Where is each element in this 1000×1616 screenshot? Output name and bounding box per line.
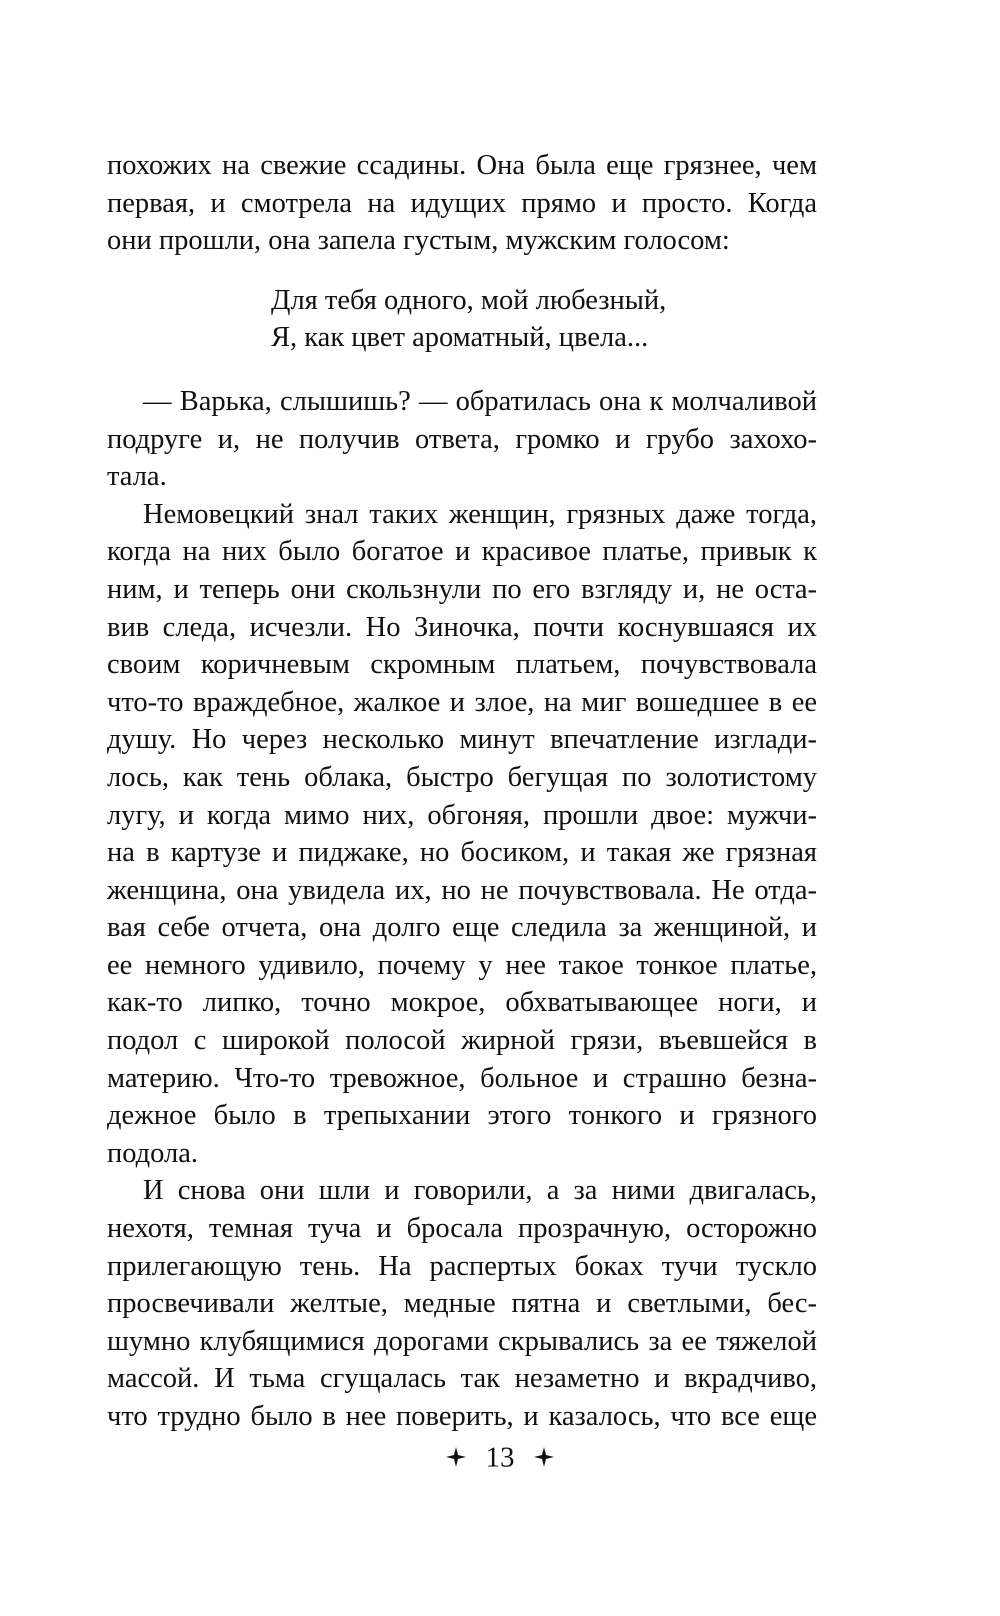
text-line: тала. (107, 461, 167, 493)
text-line: женщина, она увидела их, но не почувствовала. Не отда- (107, 874, 817, 906)
body-text (107, 147, 817, 1436)
text-line: шумно клубящимися дорогами скрывались за ее тяжелой (107, 1325, 817, 1357)
text-line: ним, и теперь они скользнули по его взгляду и, не остa- (107, 573, 817, 605)
text-line: душу. Но через несколько минут впечатление изглади- (107, 724, 817, 756)
text-line: ее немного удивило, почему у нее такое тонкое платье, (107, 949, 817, 981)
paragraph-3 (107, 496, 817, 1173)
text-line: подол с широкой полосой жирной грязи, въевшейся в (107, 1025, 817, 1057)
text-line: дежное было в трепыхании этого тонкого и грязного (107, 1100, 817, 1132)
text-line: просвечивали желтые, медные пятна и светлыми, бес- (107, 1288, 817, 1320)
text-line: Немовецкий знал таких женщин, грязных даже тогда, (143, 498, 817, 530)
text-line: подола. (107, 1137, 199, 1169)
page-number-footer (0, 1437, 1000, 1475)
text-line: похожих на свежие ссадины. Она была еще грязнее, чем (107, 150, 817, 181)
four-point-star-icon (444, 1445, 468, 1469)
poem-line: Я, как цвет ароматный, цвела... (271, 322, 649, 354)
poem-line: Для тебя одного, мой любезный, (271, 284, 667, 316)
four-point-star-icon (532, 1445, 556, 1469)
text-line: когда на них было богатое и красивое платье, привык к (107, 536, 817, 568)
text-line: как-то липко, точно мокрое, обхватывающее ноги, и (107, 987, 817, 1019)
text-line: прилегающую тень. На распертых боках тучи тускло (107, 1250, 817, 1282)
text-line: первая, и смотрела на идущих прямо и просто. Когда (107, 187, 817, 219)
text-line: И снова они шли и говорили, а за ними двигалась, (143, 1175, 817, 1207)
text-line: материю. Что-то тревожное, больное и страшно безна- (107, 1062, 817, 1094)
text-line: лугу, и когда мимо них, обгоняя, прошли двое: мужчи- (107, 799, 817, 831)
text-line: что трудно было в нее поверить, и казалось, что все еще (107, 1401, 817, 1432)
text-line: вив следа, исчезли. Но Зиночка, почти коснувшаяся их (107, 611, 817, 643)
paragraph-4 (107, 1172, 817, 1435)
text-line: лось, как тень облака, быстро бегущая по золотистому (107, 761, 817, 793)
paragraph-1 (107, 147, 817, 260)
text-line: массой. И тьма сгущалась так незаметно и вкрадчиво, (107, 1363, 817, 1395)
page-number: 13 (485, 1441, 515, 1474)
text-line: подруге и, не получив ответа, громко и грубо захохо- (107, 423, 817, 455)
text-line: — Варька, слышишь? — обратилась она к молчаливой (143, 385, 817, 417)
text-line: нехотя, темная туча и бросала прозрачную, осторожно (107, 1213, 817, 1245)
poem-quote (107, 282, 817, 357)
paragraph-2 (107, 383, 817, 496)
text-line: вая себе отчета, она долго еще следила за женщиной, и (107, 912, 817, 944)
text-line: своим коричневым скромным платьем, почувствовала (107, 649, 817, 681)
text-line: что-то враждебное, жалкое и злое, на миг вошедшее в ее (107, 686, 817, 718)
text-line: они прошли, она запела густым, мужским голосом: (107, 225, 730, 257)
text-line: на в картузе и пиджаке, но босиком, и такая же грязная (107, 837, 817, 869)
